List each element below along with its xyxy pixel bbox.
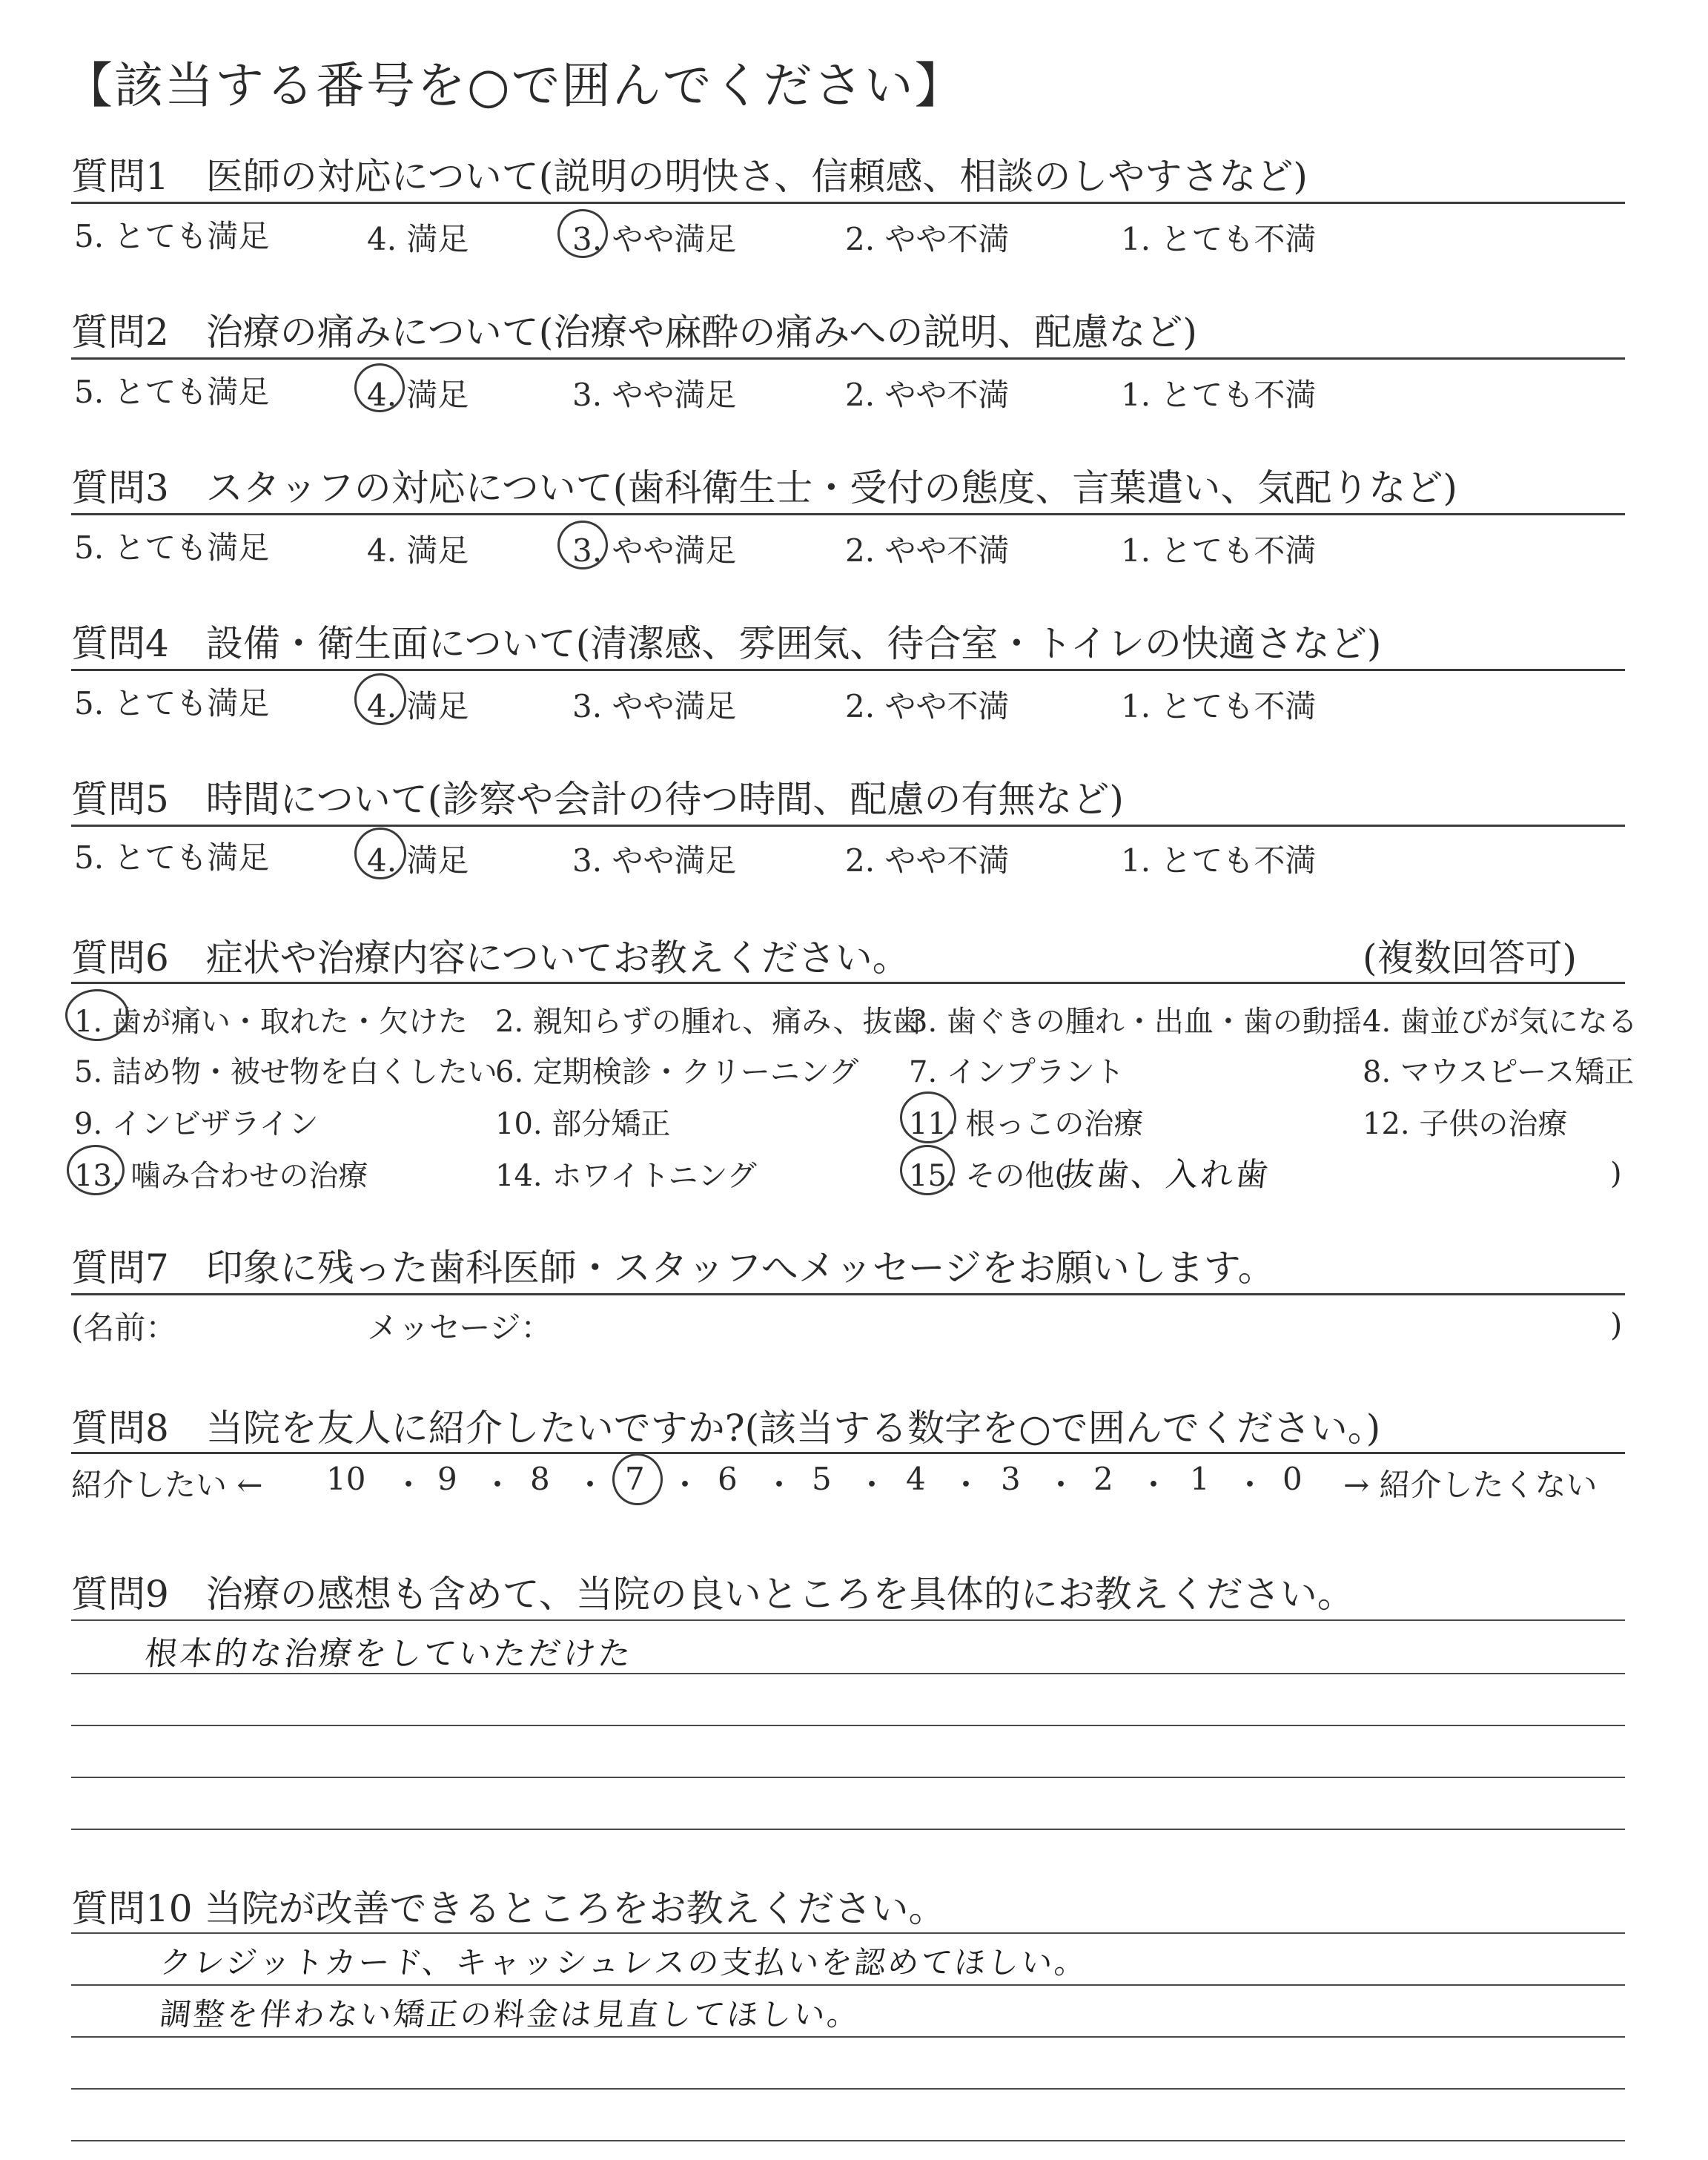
q6-rule <box>71 982 1625 984</box>
q6-option-3[interactable]: 3. 歯ぐきの腫れ・出血・歯の動揺 <box>909 1005 1362 1039</box>
q8-score-10[interactable]: 10 <box>326 1461 366 1497</box>
q6-option-7[interactable]: 7. インプラント <box>909 1055 1125 1089</box>
q2-selection-circle <box>354 363 405 412</box>
q10-answer-line-1[interactable]: クレジットカード、キャッシュレスの支払いを認めてほしい。 <box>158 1944 1090 1981</box>
q6-option-4[interactable]: 4. 歯並びが気になる <box>1363 1005 1638 1039</box>
q8-score-1[interactable]: 1 <box>1190 1461 1210 1497</box>
q8-dot: ・ <box>856 1467 888 1503</box>
q6-option-12[interactable]: 12. 子供の治療 <box>1363 1107 1568 1141</box>
q8-dot: ・ <box>482 1467 514 1503</box>
q4-option-1[interactable]: 1. とても不満 <box>1121 688 1317 724</box>
q10-line-3 <box>71 2036 1625 2038</box>
q9-title: 質問9 治療の感想も含めて、当院の良いところを具体的にお教えください。 <box>71 1573 1354 1616</box>
q6-option-2[interactable]: 2. 親知らずの腫れ、痛み、抜歯 <box>495 1005 922 1039</box>
q5-selection-circle <box>354 828 406 879</box>
q8-score-0[interactable]: 0 <box>1282 1461 1302 1497</box>
q8-dot: ・ <box>950 1467 982 1503</box>
q10-line-2 <box>71 1984 1625 1986</box>
q4-option-2[interactable]: 2. やや不満 <box>845 688 1010 724</box>
q8-score-4[interactable]: 4 <box>906 1461 926 1497</box>
q6-selection-circle-15 <box>900 1145 955 1195</box>
q6-selection-circle-13 <box>67 1145 125 1195</box>
q6-option-10[interactable]: 10. 部分矯正 <box>495 1107 671 1141</box>
q1-rule <box>71 202 1625 204</box>
q2-option-1[interactable]: 1. とても不満 <box>1121 377 1317 413</box>
q5-option-4[interactable]: 4. 満足 <box>367 842 469 879</box>
q1-selection-circle <box>557 209 608 258</box>
q8-score-3[interactable]: 3 <box>1001 1461 1021 1497</box>
q6-option-11[interactable]: 11. 根っこの治療 <box>909 1107 1144 1141</box>
q2-option-5[interactable]: 5. とても満足 <box>74 374 270 410</box>
q6-option-8[interactable]: 8. マウスピース矯正 <box>1363 1055 1635 1089</box>
q6-title: 質問6 症状や治療内容についてお教えください。 <box>71 937 910 980</box>
q6-other-handwritten[interactable]: 抜歯、入れ歯 <box>1059 1156 1273 1194</box>
q9-line-5 <box>71 1829 1625 1830</box>
q6-option-15[interactable]: 15. その他( <box>909 1159 1066 1193</box>
q7-message-label: メッセージ： <box>367 1309 552 1346</box>
q10-answer-line-2[interactable]: 調整を伴わない矯正の料金は見直してほしい。 <box>158 1996 863 2032</box>
q8-dot: ・ <box>1234 1467 1266 1503</box>
q3-option-5[interactable]: 5. とても満足 <box>74 529 270 566</box>
q8-rule <box>71 1452 1625 1454</box>
q3-rule <box>71 513 1625 515</box>
q6-multiple-note: (複数回答可) <box>1363 937 1578 980</box>
q8-dot: ・ <box>575 1467 606 1503</box>
q8-dot: ・ <box>1138 1467 1170 1503</box>
q1-title: 質問1 医師の対応について(説明の明快さ、信頼感、相談のしやすさなど) <box>71 155 1308 198</box>
q2-title: 質問2 治療の痛みについて(治療や麻酔の痛みへの説明、配慮など) <box>71 311 1197 354</box>
q6-other-close: ) <box>1610 1157 1622 1191</box>
q5-option-3[interactable]: 3. やや満足 <box>572 842 737 879</box>
q3-title: 質問3 スタッフの対応について(歯科衛生士・受付の態度、言葉遣い、気配りなど) <box>71 466 1457 509</box>
q4-option-3[interactable]: 3. やや満足 <box>572 688 737 724</box>
q5-rule <box>71 825 1625 827</box>
q3-selection-circle <box>557 521 608 569</box>
q9-line-3 <box>71 1725 1625 1726</box>
q3-option-2[interactable]: 2. やや不満 <box>845 532 1010 569</box>
q8-dot: ・ <box>669 1467 701 1503</box>
q6-option-9[interactable]: 9. インビザライン <box>74 1107 319 1141</box>
q9-line-4 <box>71 1777 1625 1778</box>
q8-score-6[interactable]: 6 <box>718 1461 738 1497</box>
q6-option-1[interactable]: 1. 歯が痛い・取れた・欠けた <box>74 1005 468 1039</box>
q6-selection-circle-1 <box>65 989 129 1041</box>
q4-option-5[interactable]: 5. とても満足 <box>74 685 270 721</box>
q4-rule <box>71 669 1625 671</box>
q7-rule <box>71 1293 1625 1295</box>
q8-score-9[interactable]: 9 <box>437 1461 457 1497</box>
q3-option-3[interactable]: 3. やや満足 <box>572 532 737 569</box>
q2-option-4[interactable]: 4. 満足 <box>367 377 469 413</box>
q8-selection-circle <box>612 1453 663 1505</box>
q2-option-3[interactable]: 3. やや満足 <box>572 377 737 413</box>
q10-line-1 <box>71 1932 1625 1934</box>
q7-title: 質問7 印象に残った歯科医師・スタッフへメッセージをお願いします。 <box>71 1246 1275 1289</box>
q8-left-label: 紹介したい ← <box>71 1467 263 1503</box>
q8-dot: ・ <box>1045 1467 1077 1503</box>
q7-close: ) <box>1610 1307 1623 1343</box>
q3-option-4[interactable]: 4. 満足 <box>367 532 469 569</box>
q6-selection-circle-11 <box>900 1091 956 1143</box>
q9-line-1 <box>71 1619 1625 1621</box>
q5-option-1[interactable]: 1. とても不満 <box>1121 842 1317 879</box>
q1-option-4[interactable]: 4. 満足 <box>367 221 469 257</box>
q5-option-5[interactable]: 5. とても満足 <box>74 839 270 876</box>
q9-line-2 <box>71 1673 1625 1674</box>
q4-selection-circle <box>354 673 406 725</box>
q2-rule <box>71 357 1625 360</box>
q1-option-5[interactable]: 5. とても満足 <box>74 218 270 254</box>
q8-score-8[interactable]: 8 <box>530 1461 550 1497</box>
q8-score-2[interactable]: 2 <box>1093 1461 1113 1497</box>
q3-option-1[interactable]: 1. とても不満 <box>1121 532 1317 569</box>
q10-title: 質問10 当院が改善できるところをお教えください。 <box>71 1887 946 1930</box>
q8-score-5[interactable]: 5 <box>812 1461 832 1497</box>
q6-option-6[interactable]: 6. 定期検診・クリーニング <box>495 1055 859 1089</box>
q5-option-2[interactable]: 2. やや不満 <box>845 842 1010 879</box>
q4-option-4[interactable]: 4. 満足 <box>367 688 469 724</box>
q6-option-14[interactable]: 14. ホワイトニング <box>495 1159 757 1193</box>
q6-option-5[interactable]: 5. 詰め物・被せ物を白くしたい <box>74 1055 497 1089</box>
q2-option-2[interactable]: 2. やや不満 <box>845 377 1010 413</box>
q8-score-7[interactable]: 7 <box>625 1461 645 1497</box>
q10-line-4 <box>71 2088 1625 2090</box>
q9-answer-line-1[interactable]: 根本的な治療をしていただけた <box>142 1635 635 1673</box>
q8-right-label: → 紹介したくない <box>1343 1467 1598 1503</box>
q7-name-label: (名前： <box>71 1309 177 1346</box>
q1-option-2[interactable]: 2. やや不満 <box>845 221 1010 257</box>
q1-option-3[interactable]: 3. やや満足 <box>572 221 737 257</box>
q8-dot: ・ <box>764 1467 795 1503</box>
q5-title: 質問5 時間について(診察や会計の待つ時間、配慮の有無など) <box>71 778 1124 821</box>
q8-dot: ・ <box>393 1467 425 1503</box>
form-header: 【該当する番号を○で囲んでください】 <box>64 57 965 114</box>
q1-option-1[interactable]: 1. とても不満 <box>1121 221 1317 257</box>
q10-line-5 <box>71 2140 1625 2141</box>
q6-option-13[interactable]: 13. 噛み合わせの治療 <box>74 1159 368 1193</box>
q8-title: 質問8 当院を友人に紹介したいですか?(該当する数字を○で囲んでください。) <box>71 1407 1381 1450</box>
q4-title: 質問4 設備・衛生面について(清潔感、雰囲気、待合室・トイレの快適さなど) <box>71 622 1382 665</box>
